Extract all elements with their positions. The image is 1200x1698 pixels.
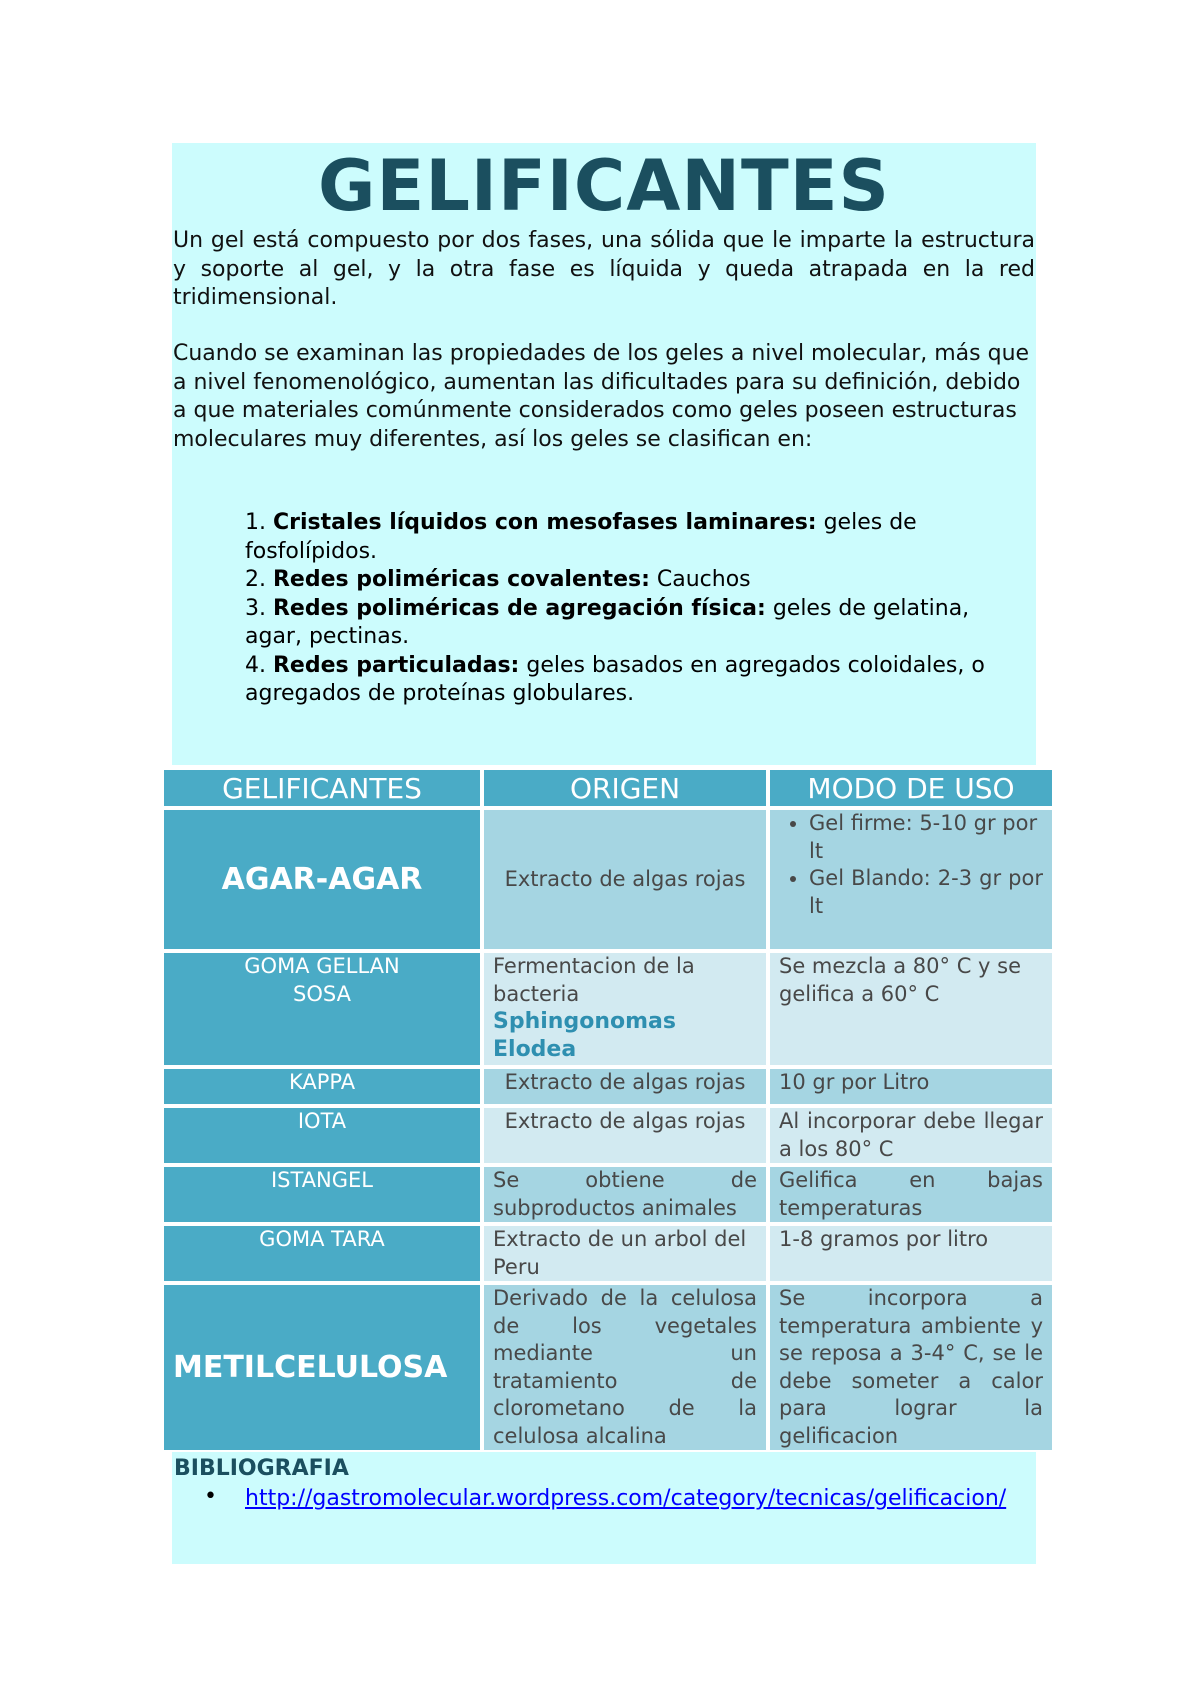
header-origen: ORIGEN: [484, 770, 766, 806]
gelling-agents-table: [160, 766, 1056, 1454]
agent-name: AGAR-AGAR: [164, 810, 480, 949]
agent-use: 10 gr por Litro: [770, 1069, 1052, 1104]
agent-name: IOTA: [164, 1108, 480, 1163]
list-item: • Gel firme: 5-10 gr por lt: [809, 810, 1043, 865]
table-header-row: [164, 770, 1052, 806]
use-bullet-list: [779, 810, 1043, 920]
gel-classification-list: [245, 509, 1025, 709]
bibliography-link[interactable]: http://gastromolecular.wordpress.com/category/tecnicas/gelificacion/: [245, 1486, 1007, 1511]
agent-use: [770, 810, 1052, 949]
list-item: 2. Redes poliméricas covalentes: Cauchos: [245, 567, 751, 592]
agent-origin: Extracto de algas rojas: [484, 810, 766, 949]
agent-origin: Extracto de un arbol del Peru: [484, 1226, 766, 1281]
header-modo-de-uso: MODO DE USO: [770, 770, 1052, 806]
agent-name: KAPPA: [164, 1069, 480, 1104]
list-item-desc: Cauchos: [649, 567, 751, 592]
bullet-icon: •: [204, 1484, 217, 1509]
agent-use: Se incorpora a temperatura ambiente y se reposa a 3-4° C, se le debe someter a calor para lograr la gelificacion: [770, 1285, 1052, 1450]
agent-name: GOMA TARA: [164, 1226, 480, 1281]
agent-origin: Se obtiene de subproductos animales: [484, 1167, 766, 1222]
list-item-term: Redes poliméricas de agregación física:: [272, 595, 766, 621]
bibliography-heading: BIBLIOGRAFIA: [174, 1456, 349, 1481]
list-item-term: Redes poliméricas covalentes:: [272, 567, 650, 592]
intro-paragraph-2: Cuando se examinan las propiedades de los geles a nivel molecular, más que a nivel fenomenológico, aumentan las dificultades para su definición, debido a que materiales comúnmente considerados como geles poseen estructuras moleculares muy diferentes, así los geles se clasifican en:: [173, 341, 1030, 452]
page-title: GELIFICANTES: [318, 145, 890, 227]
list-item: 4. Redes particuladas: geles basados en agregados coloidales, o agregados de proteínas globulares.: [245, 652, 985, 706]
table-row: [164, 1069, 1052, 1104]
header-gelificantes: GELIFICANTES: [164, 770, 480, 806]
agent-use: 1-8 gramos por litro: [770, 1226, 1052, 1281]
list-item-term: Cristales líquidos con mesofases laminares:: [272, 510, 817, 535]
list-item: 3. Redes poliméricas de agregación física: geles de gelatina, agar, pectinas.: [245, 595, 970, 649]
list-item: 1. Cristales líquidos con mesofases laminares: geles de fosfolípidos.: [245, 510, 917, 564]
list-item-desc: geles de gelatina, agar, pectinas.: [245, 595, 970, 649]
list-item: • Gel Blando: 2-3 gr por lt: [809, 865, 1043, 920]
list-item-desc: geles de fosfolípidos.: [245, 510, 917, 564]
table-row: [164, 953, 1052, 1065]
table-row: [164, 1226, 1052, 1281]
table-row: [164, 1108, 1052, 1163]
agent-use: Se mezcla a 80° C y se gelifica a 60° C: [770, 953, 1052, 1065]
list-item-term: Redes particuladas:: [272, 652, 520, 678]
bacteria-species: Sphingonomas Elodea: [493, 1009, 676, 1062]
agent-use: Al incorporar debe llegar a los 80° C: [770, 1108, 1052, 1163]
intro-paragraph-1: Un gel está compuesto por dos fases, una sólida que le imparte la estructura y soporte al gel, y la otra fase es líquida y queda atrapada en la red tridimensional.: [173, 228, 1035, 310]
table-row: [164, 1285, 1052, 1450]
agent-origin: Derivado de la celulosa de los vegetales mediante un tratamiento de clorometano de la celulosa alcalina: [484, 1285, 766, 1450]
agent-origin: Fermentacion de la bacteria Sphingonomas Elodea: [484, 953, 766, 1065]
agent-name: GOMA GELLAN SOSA: [164, 953, 480, 1065]
list-item-desc: geles basados en agregados coloidales, o agregados de proteínas globulares.: [245, 652, 985, 706]
agent-origin: Extracto de algas rojas: [484, 1108, 766, 1163]
agent-origin: Extracto de algas rojas: [484, 1069, 766, 1104]
agent-use: Gelifica en bajas temperaturas: [770, 1167, 1052, 1222]
agent-name: METILCELULOSA: [164, 1285, 480, 1450]
agent-name: ISTANGEL: [164, 1167, 480, 1222]
table-row: [164, 1167, 1052, 1222]
table-row: [164, 810, 1052, 949]
